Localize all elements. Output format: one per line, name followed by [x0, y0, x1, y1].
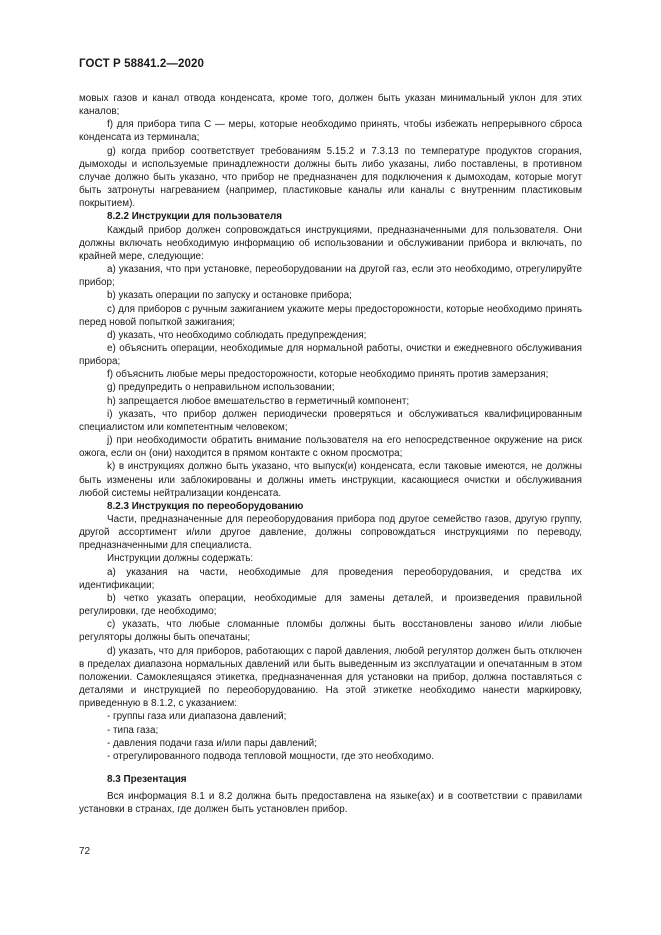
list-item: - отрегулированного подвода тепловой мощности, где это необходимо.	[107, 750, 434, 762]
paragraph: f) объяснить любые меры предосторожности, которые необходимо принять против замерзания;	[107, 369, 549, 381]
list-item: - давления подачи газа и/или пары давлений;	[107, 737, 317, 749]
document-header: ГОСТ Р 58841.2—2020	[79, 58, 204, 70]
document-body	[79, 92, 582, 816]
section-heading: 8.2.2 Инструкции для пользователя	[107, 211, 283, 223]
paragraph-continuation: мовых газов и канал отвода конденсата, кроме того, должен быть указан минимальный уклон для этих каналов;	[79, 93, 582, 118]
paragraph: d) указать, что необходимо соблюдать предупреждения;	[107, 329, 367, 341]
paragraph: Части, предназначенные для переоборудования прибора под другое семейство газов, другую группу, другой ассортимент и/или другое давление, должны сопровождаться инструкциями по переводу, предназначенными для специалиста.	[79, 514, 582, 552]
paragraph: g) предупредить о неправильном использовании;	[107, 382, 335, 394]
paragraph: a) указания, что при установке, переоборудовании на другой газ, если это необходимо, отрегулируйте прибор;	[79, 264, 582, 289]
paragraph: f) для прибора типа C — меры, которые необходимо принять, чтобы избежать непрерывного сброса конденсата из терминала;	[79, 119, 582, 144]
paragraph: a) указания на части, необходимые для проведения переоборудования, и средства их идентификации;	[79, 566, 582, 591]
list-item: - группы газа или диапазона давлений;	[107, 711, 287, 723]
paragraph: b) указать операции по запуску и остановке прибора;	[107, 290, 352, 302]
paragraph: j) при необходимости обратить внимание пользователя на его непосредственное окружение на риск ожога, если он (они) находится в прямом контакте с окном просмотра;	[79, 435, 582, 460]
paragraph: b) четко указать операции, необходимые для замены деталей, и произведения правильной регулировки, где необходимо;	[79, 592, 582, 618]
paragraph: Инструкции должны содержать:	[107, 553, 254, 565]
page-number: 72	[79, 846, 91, 857]
paragraph: g) когда прибор соответствует требованиям 5.15.2 и 7.3.13 по температуре продуктов сгорания, дымоходы и используемые принадлежности должны быть либо указаны, либо поставлены, в противном случае должно быть указано, что прибор не предназначен для подключения к дымоходам, которые могут быть затронуты нагреванием (например, пластиковые каналы или каналы с внутренним пластиковым покрытием).	[79, 145, 582, 210]
paragraph: c) для приборов с ручным зажиганием укажите меры предосторожности, которые необходимо принять перед новой попыткой зажигания;	[79, 303, 582, 328]
paragraph: c) указать, что любые сломанные пломбы должны быть восстановлены заново и/или любые регуляторы должны быть опечатаны;	[79, 619, 582, 644]
section-heading: 8.2.3 Инструкция по переоборудованию	[107, 500, 304, 512]
paragraph: Вся информация 8.1 и 8.2 должна быть предоставлена на языке(ах) и в соответствии с правилами установки в странах, где должен быть установлен прибор.	[79, 791, 582, 816]
paragraph: h) запрещается любое вмешательство в герметичный компонент;	[107, 395, 410, 407]
paragraph: i) указать, что прибор должен периодически проверяться и обслуживаться квалифицированным специалистом или компетентным человеком;	[79, 408, 582, 433]
section-heading: 8.3 Презентация	[107, 773, 187, 785]
paragraph: Каждый прибор должен сопровождаться инструкциями, предназначенными для пользователя. Они должны включать необходимую информацию об использовании и обслуживании прибора и включать, по крайней мере, следующие:	[79, 224, 582, 262]
paragraph: e) объяснить операции, необходимые для нормальной работы, очистки и ежедневного обслуживания прибора;	[79, 342, 582, 368]
paragraph: d) указать, что для приборов, работающих с парой давления, любой регулятор должен быть отключен в пределах диапазона нормальных давлений или быть выведенным из эксплуатации и опечатанным в этом положении. Самоклеящаяся этикетка, предназначенная для установки на прибор, должна поставляться с деталями и инструкцией по переоборудованию. На этой этикетке необходимо нанести маркировку, приведенную в 8.1.2, с указанием:	[79, 645, 582, 710]
paragraph: k) в инструкциях должно быть указано, что выпуск(и) конденсата, если таковые имеются, не должны быть изменены или заблокированы и должны иметь инструкции, касающиеся очистки и обслуживания любой системы нейтрализации конденсата.	[79, 461, 582, 499]
list-item: - типа газа;	[107, 724, 159, 736]
